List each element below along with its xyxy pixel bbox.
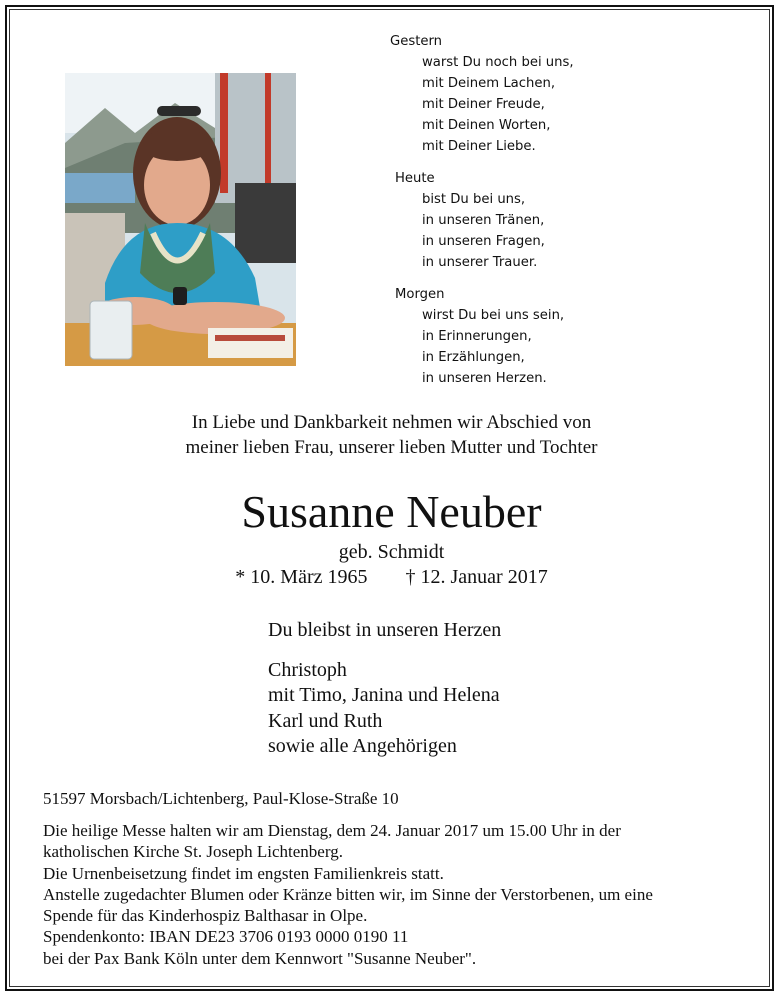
address: 51597 Morsbach/Lichtenberg, Paul-Klose-Straße 10 <box>43 789 399 808</box>
stanza-line: mit Deiner Liebe. <box>422 139 536 154</box>
note-line: katholischen Kirche St. Joseph Lichtenberg. <box>43 842 343 862</box>
stanza-head: Gestern <box>390 34 443 49</box>
mourners-block <box>268 618 728 760</box>
intro-line: In Liebe und Dankbarkeit nehmen wir Abschied von <box>191 412 592 433</box>
stanza-line: in unseren Fragen, <box>422 234 545 249</box>
intro-line: meiner lieben Frau, unserer lieben Mutter und Tochter <box>185 437 598 458</box>
stanza-line: bist Du bei uns, <box>422 192 526 207</box>
intro-text <box>0 410 783 460</box>
mourner-line: Karl und Ruth <box>268 709 383 732</box>
poem-stanza-heute <box>390 168 730 273</box>
poem-stanza-gestern <box>390 31 730 157</box>
mourner-line: mit Timo, Janina und Helena <box>268 684 500 706</box>
mourner-line: Christoph <box>268 658 347 681</box>
death-date: † 12. Januar 2017 <box>405 566 548 588</box>
mourner-line: sowie alle Angehörigen <box>268 735 457 757</box>
stanza-line: wirst Du bei uns sein, <box>422 308 565 323</box>
birth-date: * 10. März 1965 <box>235 566 368 588</box>
stanza-line: in unserer Trauer. <box>422 255 538 270</box>
stanza-head: Heute <box>395 171 435 186</box>
service-notes <box>43 820 753 969</box>
stanza-head: Morgen <box>395 287 445 302</box>
note-line: bei der Pax Bank Köln unter dem Kennwort "Susanne Neuber". <box>43 948 477 968</box>
note-line: Spende für das Kinderhospiz Balthasar in Olpe. <box>43 906 368 926</box>
note-line: Die heilige Messe halten wir am Dienstag, dem 24. Januar 2017 um 15.00 Uhr in der <box>43 821 621 840</box>
motto: Du bleibst in unseren Herzen <box>268 619 502 641</box>
note-line: Die Urnenbeisetzung findet im engsten Familienkreis statt. <box>43 863 444 883</box>
birth-name: geb. Schmidt <box>338 541 445 563</box>
note-line: Spendenkonto: IBAN DE23 3706 0193 0000 0190 11 <box>43 927 409 947</box>
stanza-line: in Erzählungen, <box>422 350 525 365</box>
poem <box>390 31 730 400</box>
note-line: Anstelle zugedachter Blumen oder Kränze bitten wir, im Sinne der Verstorbenen, um eine <box>43 884 653 904</box>
stanza-line: mit Deiner Freude, <box>422 97 545 112</box>
deceased-name: Susanne Neuber <box>241 486 542 537</box>
stanza-line: mit Deinen Worten, <box>422 118 551 133</box>
stanza-line: in unseren Tränen, <box>422 213 545 228</box>
poem-stanza-morgen <box>390 284 730 389</box>
life-dates <box>0 565 783 589</box>
stanza-line: in Erinnerungen, <box>422 329 532 344</box>
portrait-photo <box>65 73 296 366</box>
stanza-line: mit Deinem Lachen, <box>422 76 556 91</box>
stanza-line: warst Du noch bei uns, <box>422 55 574 70</box>
stanza-line: in unseren Herzen. <box>422 371 547 386</box>
